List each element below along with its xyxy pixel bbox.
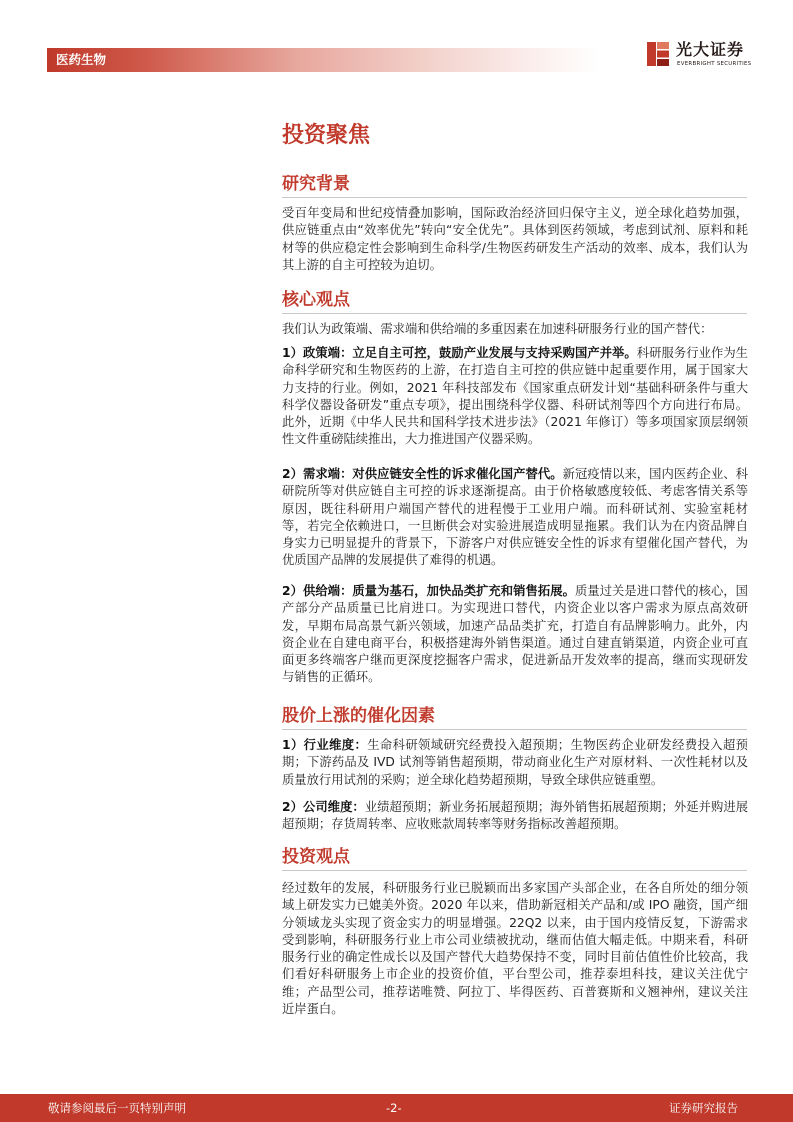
- header-band: [47, 48, 599, 72]
- paragraph: 经过数年的发展，科研服务行业已脱颖而出多家国产头部企业，在各自所处的细分领域上研发实力已媲美外资。2020 年以来，借助新冠相关产品和/或 IPO 融资，国产细分领域龙头实现了资金实力的明显增强。22Q2 以来，由于国内疫情反复，下游需求受到影响，科研服务行业上市公司业绩被扰动，继而估值大幅走低。中期来看，科研服务行业的确定性成长以及国产替代大趋势保持不变，同时目前估值性价比较高，我们看好科研服务上市企业的投资价值，平台型公司，推荐泰坦科技，建议关注优宁维；产品型公司，推荐诺唯赞、阿拉丁、毕得医药、百普赛斯和义翘神州，建议关注近岸蛋白。: [282, 881, 748, 1017]
- section-heading: 投资观点: [282, 847, 350, 867]
- footer-report-type: 证券研究报告: [669, 1101, 738, 1115]
- footer-disclaimer: 敬请参阅最后一页特别声明: [48, 1101, 186, 1115]
- heading-divider: [282, 870, 747, 871]
- logo-english-name: EVERBRIGHT SECURITIES: [677, 61, 752, 67]
- paragraph-company: 2）公司维度：业绩超预期；新业务拓展超预期；海外销售拓展超预期；外延并购进展超预期；存货周转率、应收账款周转率等财务指标改善超预期。: [282, 800, 748, 832]
- heading-divider: [282, 197, 747, 198]
- section-heading: 股价上涨的催化因素: [282, 706, 435, 726]
- paragraph: 我们认为政策端、需求端和供给端的多重因素在加速科研服务行业的国产替代：: [282, 322, 713, 336]
- page-number: -2-: [386, 1101, 402, 1115]
- section-heading: 核心观点: [282, 290, 350, 310]
- section-label: 医药生物: [56, 52, 107, 67]
- everbright-logo-icon: [646, 41, 670, 67]
- paragraph-supply: 2）供给端：质量为基石，加快品类扩充和销售拓展。质量过关是进口替代的核心，国产部分产品质量已比肩进口。为实现进口替代，内资企业以客户需求为原点高效研发，早期布局高景气新兴领域，加速产品品类扩充，打造自有品牌影响力。此外，内资企业在自建电商平台，积极搭建海外销售渠道。通过自建直销渠道，内资企业可直面更多终端客户继而更深度挖掘客户需求，促进新品开发效率的提高，继而实现研发与销售的正循环。: [282, 584, 748, 685]
- page-title: 投资聚焦: [282, 123, 371, 148]
- section-heading: 研究背景: [282, 174, 350, 194]
- heading-divider: [282, 729, 747, 730]
- paragraph-policy: 1）政策端：立足自主可控，鼓励产业发展与支持采购国产并举。科研服务行业作为生命科学研究和生物医药的上游，在打造自主可控的供应链中起重要作用，属于国家大力支持的行业。例如，2021 年科技部发布《国家重点研发计划“基础科研条件与重大科学仪器设备研发”重点专项》，提出围绕科学仪器、科研试剂等四个方向进行布局。此外，近期《中华人民共和国科学技术进步法》（2021 年修订）等多项国家顶层纲领性文件重磅陆续推出，大力推进国产仪器采购。: [282, 346, 748, 447]
- heading-divider: [282, 313, 747, 314]
- footer-band: [0, 1094, 793, 1122]
- paragraph-demand: 2）需求端：对供应链安全性的诉求催化国产替代。新冠疫情以来，国内医药企业、科研院所等对供应链自主可控的诉求逐渐提高。由于价格敏感度较低、考虑客情关系等原因，既往科研用户端国产替代的进程慢于工业用户端。而科研试剂、实验室耗材等，若完全依赖进口，一旦断供会对实验进展造成明显拖累。我们认为在内资品牌自身实力已明显提升的背景下，下游客户对供应链安全性的诉求有望催化国产替代，为优质国产品牌的发展提供了难得的机遇。: [282, 467, 748, 568]
- paragraph: 受百年变局和世纪疫情叠加影响，国际政治经济回归保守主义，逆全球化趋势加强，供应链重点由“效率优先”转向“安全优先”。具体到医药领域，考虑到试剂、原料和耗材等的供应稳定性会影响到生命科学/生物医药研发生产活动的效率、成本，我们认为其上游的自主可控较为迫切。: [282, 206, 748, 272]
- paragraph-industry: 1）行业维度：生命科研领域研究经费投入超预期；生物医药企业研发经费投入超预期；下游药品及 IVD 试剂等销售超预期，带动商业化生产对原材料、一次性耗材以及质量放行用试剂的采购；逆全球化趋势超预期，导致全球供应链重塑。: [282, 738, 748, 787]
- logo-chinese-name: 光大证券: [676, 40, 745, 59]
